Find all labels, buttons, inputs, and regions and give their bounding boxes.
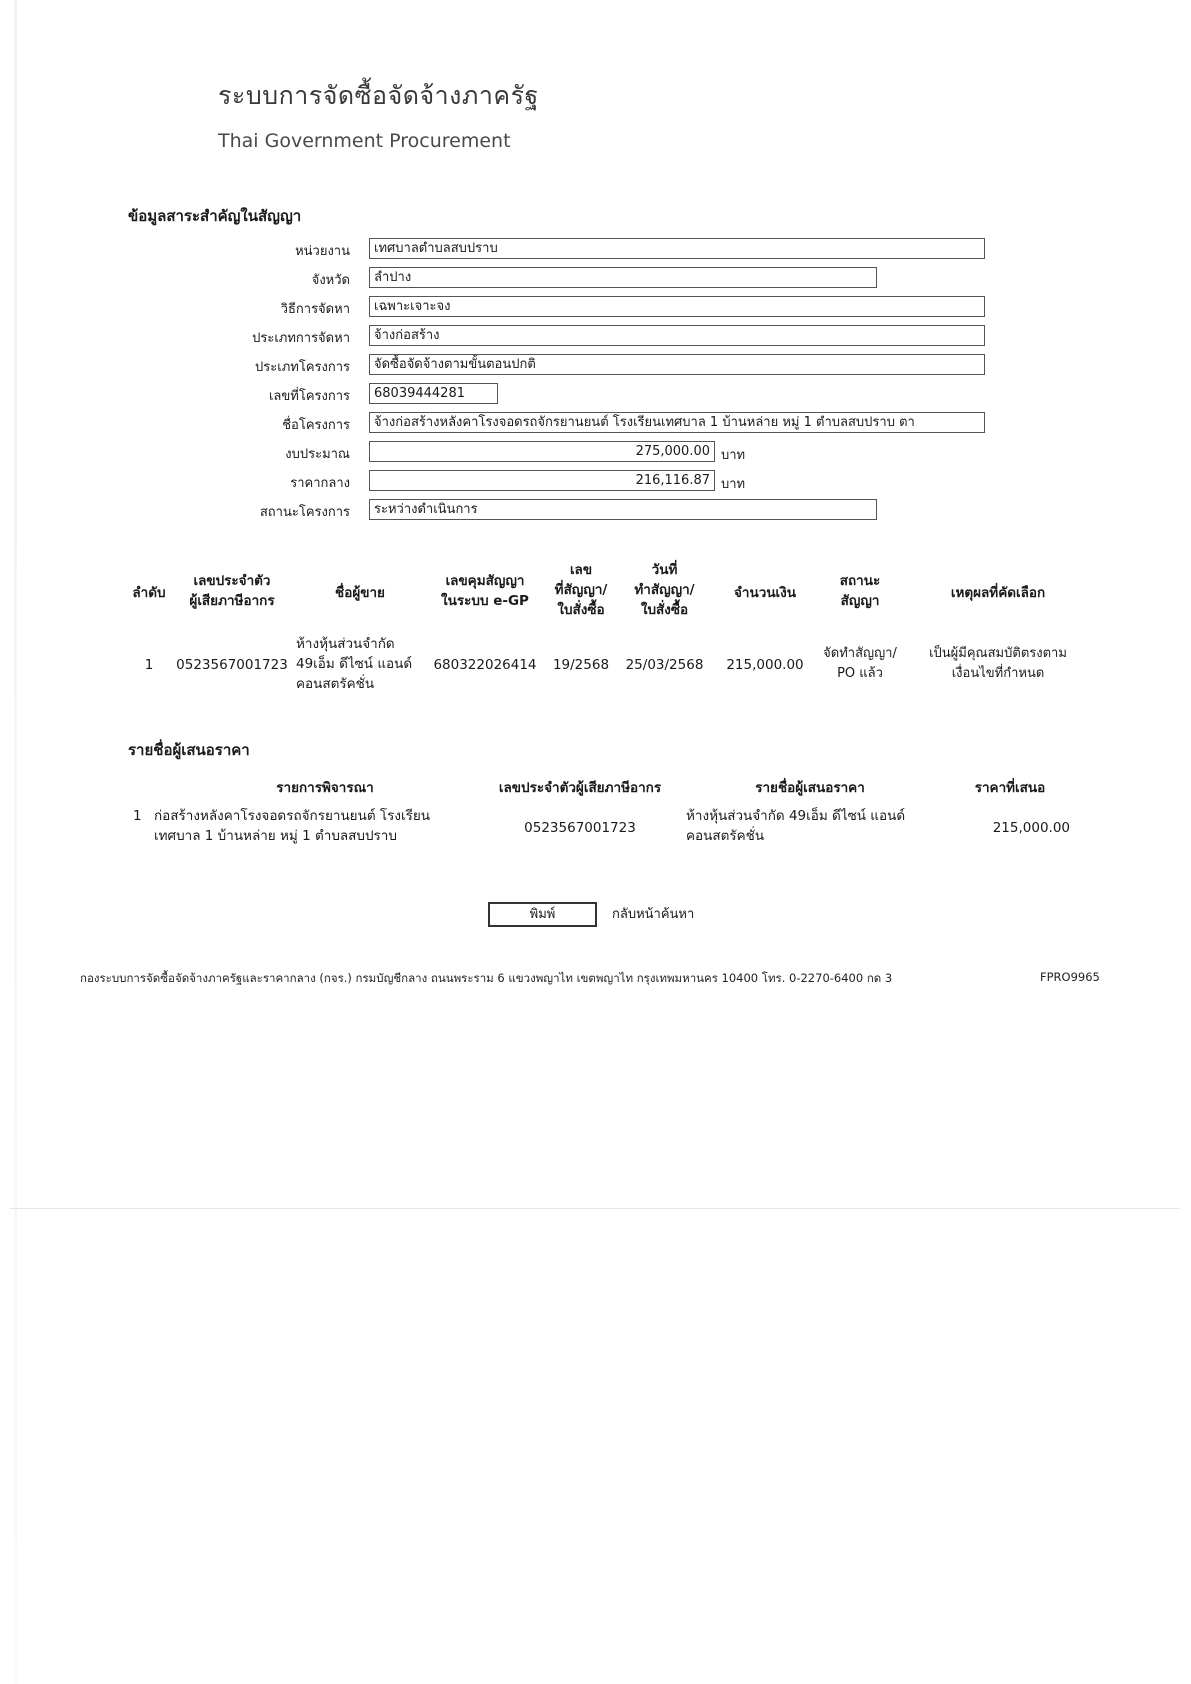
- median-price-field: 216,116.87: [369, 470, 715, 491]
- col-header-status: สถานะ สัญญา: [839, 573, 881, 609]
- agency-field: เทศบาลตำบลสบปราบ: [369, 238, 985, 259]
- project-type-field: จัดซื้อจัดจ้างตามขั้นตอนปกติ: [369, 354, 985, 375]
- project-number-label: เลขที่โครงการ: [268, 389, 350, 404]
- bidders-header-tax-id: เลขประจำตัวผู้เสียภาษีอากร: [498, 780, 662, 796]
- project-name-field: จ้างก่อสร้างหลังคาโรงจอดรถจักรยานยนต์ โรงเรียนเทศบาล 1 บ้านหล่าย หมู่ 1 ตำบลสบปราบ ตา: [369, 412, 985, 433]
- procurement-type-label: ประเภทการจัดหา: [252, 331, 350, 346]
- col-header-no: ลำดับ: [132, 585, 166, 601]
- bidders-section-title: รายชื่อผู้เสนอราคา: [128, 741, 250, 759]
- col-header-contract-date: วันที่ ทำสัญญา/ ใบสั่งซื้อ: [634, 562, 695, 618]
- print-button[interactable]: พิมพ์: [488, 902, 597, 927]
- contract-row-tax-id: 0523567001723: [176, 657, 288, 673]
- project-name-label: ชื่อโครงการ: [282, 418, 350, 433]
- bidder-row-no: 1: [133, 808, 142, 824]
- procurement-type-field: จ้างก่อสร้าง: [369, 325, 985, 346]
- scan-fold-line: [10, 1208, 1180, 1209]
- agency-label: หน่วยงาน: [295, 244, 350, 259]
- procurement-method-field: เฉพาะเจาะจง: [369, 296, 985, 317]
- contract-row-contract-no: 19/2568: [552, 657, 610, 673]
- col-header-contract-no: เลข ที่สัญญา/ ใบสั่งซื้อ: [554, 562, 608, 618]
- bidder-row-item: ก่อสร้างหลังคาโรงจอดรถจักรยานยนต์ โรงเรียน เทศบาล 1 บ้านหล่าย หมู่ 1 ตำบลสบปราบ: [154, 808, 430, 844]
- province-label: จังหวัด: [311, 273, 350, 288]
- col-header-vendor: ชื่อผู้ขาย: [335, 585, 385, 601]
- footer-address: กองระบบการจัดซื้อจัดจ้างภาครัฐและราคากลาง (กจร.) กรมบัญชีกลาง ถนนพระราม 6 แขวงพญาไท เขตพญาไท กรุงเทพมหานคร 10400 โทร. 0-2270-6400 กด 3: [80, 971, 893, 985]
- contract-row-date: 25/03/2568: [625, 657, 704, 673]
- bidder-row-tax-id: 0523567001723: [524, 820, 636, 836]
- project-type-label: ประเภทโครงการ: [255, 360, 350, 375]
- bidders-header-name: รายชื่อผู้เสนอราคา: [755, 780, 865, 796]
- scan-edge: [14, 0, 17, 1684]
- project-status-field: ระหว่างดำเนินการ: [369, 499, 877, 520]
- procurement-method-label: วิธีการจัดหา: [280, 302, 350, 317]
- contract-row-status: จัดทำสัญญา/ PO แล้ว: [823, 646, 897, 681]
- col-header-amount: จำนวนเงิน: [734, 585, 796, 601]
- project-number-field: 68039444281: [369, 383, 498, 404]
- budget-field: 275,000.00: [369, 441, 715, 462]
- bidder-row-name: ห้างหุ้นส่วนจำกัด 49เอ็ม ดีไซน์ แอนด์ คอนสตรัคชั่น: [686, 808, 906, 844]
- contract-row-no: 1: [144, 657, 154, 673]
- page-title-thai: ระบบการจัดซื้อจัดจ้างภาครัฐ: [218, 81, 539, 110]
- back-to-search-link[interactable]: กลับหน้าค้นหา: [612, 907, 695, 922]
- budget-label: งบประมาณ: [285, 447, 350, 462]
- col-header-reason: เหตุผลที่คัดเลือก: [950, 585, 1046, 601]
- bidder-row-price: 215,000.00: [992, 820, 1070, 836]
- summary-section-title: ข้อมูลสาระสำคัญในสัญญา: [128, 207, 302, 225]
- province-field: ลำปาง: [369, 267, 877, 288]
- bidders-header-price: ราคาที่เสนอ: [974, 780, 1046, 796]
- contract-row-amount: 215,000.00: [726, 657, 804, 673]
- contract-row-egp: 680322026414: [433, 657, 537, 673]
- median-price-label: ราคากลาง: [290, 476, 350, 491]
- contract-row-vendor: ห้างหุ้นส่วนจำกัด 49เอ็ม ดีไซน์ แอนด์ คอนสตรัคชั่น: [296, 636, 413, 692]
- budget-unit: บาท: [721, 448, 746, 463]
- col-header-egp: เลขคุมสัญญา ในระบบ e-GP: [441, 573, 529, 609]
- contract-row-reason: เป็นผู้มีคุณสมบัติตรงตาม เงื่อนไขที่กำหนด: [929, 646, 1067, 681]
- project-status-label: สถานะโครงการ: [259, 505, 350, 520]
- col-header-tax-id: เลขประจำตัว ผู้เสียภาษีอากร: [189, 573, 275, 609]
- page-title-english: Thai Government Procurement: [218, 130, 511, 152]
- form-code: FPRO9965: [1040, 970, 1100, 984]
- median-price-unit: บาท: [721, 477, 746, 492]
- bidders-header-item: รายการพิจารณา: [276, 780, 374, 796]
